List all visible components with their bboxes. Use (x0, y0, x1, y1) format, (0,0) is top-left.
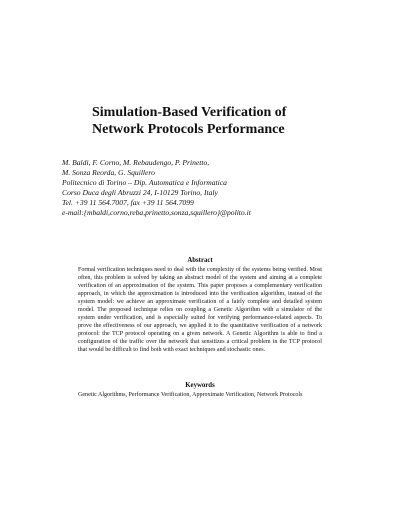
author-block (62, 158, 362, 218)
keywords-text: Genetic Algorithms, Performance Verification, Approximate Verification, Network Protocols (78, 392, 303, 398)
author-names: M. Baldi, F. Corno, M. Rebaudengo, P. Prinetto, (62, 158, 210, 167)
email: e-mail:{mbaldi,corno,reba,prinetto,sonza,squillero}@polito.it (62, 208, 251, 217)
author-names: M. Sonza Reorda, G. Squillero (62, 168, 155, 177)
address: Corso Duca degli Abruzzi 24, I-10129 Torino, Italy (62, 188, 218, 197)
keywords-heading: Keywords (185, 382, 215, 389)
paper-title-line: Network Protocols Performance (92, 121, 285, 137)
paper-title-line: Simulation-Based Verification of (92, 105, 287, 120)
affiliation: Politecnico di Torino – Dip. Automatica e Informatica (62, 178, 227, 187)
phone-fax: Tel. +39 11 564.7007, fax +39 11 564.7099 (62, 198, 194, 207)
paper-title (92, 105, 332, 138)
abstract-text: Formal verification techniques need to deal with the complexity of the systems being verified. Most often, this problem is solved by taking an abstract model of the system and aiming at a complete verification of an approximation of the system. This paper proposes a complementary verification approach, in which the approximation is introduced into the verification algorithm, instead of the system model: we achieve an approximate verification of a fairly complete and detailed system model. The proposed technique relies on coupling a Genetic Algorithm with a simulator of the system under verification, and is especially suited for verifying performance-related aspects. To prove the effectiveness of our approach, we applied it to the quantitative verification of a network protocol: the TCP protocol operating on a given network. A Genetic Algorithm is able to find a configuration of the traffic over the network that sensitizes a critical problem in the TCP protocol that would be difficult to find both with exact techniques and stochastic ones. (78, 267, 322, 353)
abstract-heading: Abstract (187, 257, 213, 264)
